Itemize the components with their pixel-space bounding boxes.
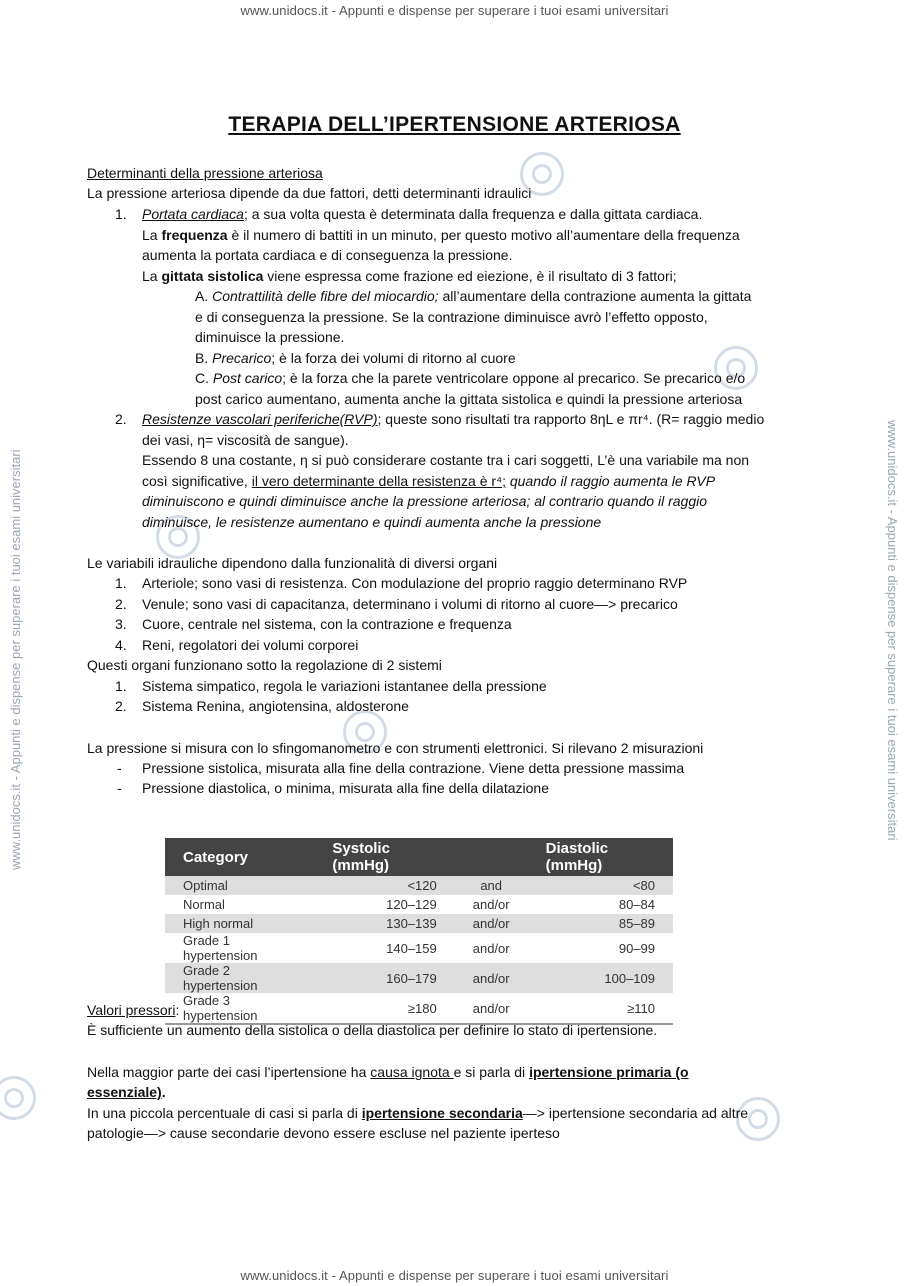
paragraph-valori: È sufficiente un aumento della sistolica o della diastolica per definire lo stato di ipertensione. <box>87 1022 658 1038</box>
list-item-rvp-cont2: Essendo 8 una costante, η si può considerare costante tra i cari soggetti, L’è una variabile ma non <box>142 452 750 468</box>
term-rvp: Resistenze vascolari periferiche(RVP) <box>142 411 378 427</box>
term-ipertensione-secondaria: ipertensione secondaria <box>361 1105 523 1121</box>
bullet-mark: - <box>117 760 122 776</box>
term-gittata: gittata sistolica <box>161 268 264 284</box>
cell-connector: and/or <box>455 963 528 993</box>
list-number: 1. <box>115 206 127 222</box>
text: ; a sua volta questa è determinata dalla frequenza e dalla gittata cardiaca. <box>243 206 703 222</box>
cell-category: High normal <box>165 914 314 933</box>
table-row <box>165 933 673 963</box>
table-row <box>165 895 673 914</box>
watermark-header: www.unidocs.it - Appunti e dispense per superare i tuoi esami universitari <box>240 3 669 18</box>
column-header-category: Category <box>165 838 314 876</box>
list-number: 1. <box>115 575 127 591</box>
term-precarico: Precarico <box>212 350 272 366</box>
paragraph-primaria <box>87 1063 689 1081</box>
cell-diastolic: 85–89 <box>528 914 673 933</box>
paragraph-intro: La pressione arteriosa dipende da due fattori, detti determinanti idraulici <box>87 185 532 201</box>
page-title: TERAPIA DELL’IPERTENSIONE ARTERIOSA <box>228 113 681 136</box>
cell-category: Grade 2 hypertension <box>165 963 314 993</box>
text: In una piccola percentuale di casi si parla di <box>87 1105 362 1121</box>
cell-connector: and/or <box>455 993 528 1024</box>
column-header-connector <box>455 838 528 876</box>
key-statement: il vero determinante della resistenza è r⁴; <box>251 473 506 489</box>
cell-diastolic: ≥110 <box>528 993 673 1024</box>
term-postcarico: Post carico <box>212 370 283 386</box>
list-number: 1. <box>115 678 127 694</box>
list-item: Arteriole; sono vasi di resistenza. Con modulazione del proprio raggio determinano RVP <box>142 575 688 591</box>
cell-category: Normal <box>165 895 314 914</box>
list-item-b <box>195 349 516 367</box>
list-item: Reni, regolatori dei volumi corporei <box>142 637 359 653</box>
list-item: Sistema simpatico, regola le variazioni istantanee della pressione <box>142 678 547 694</box>
list-item-c-cont: post carico aumentano, aumenta anche la gittata sistolica e quindi la pressione arteriosa <box>195 391 743 407</box>
cell-diastolic: 100–109 <box>528 963 673 993</box>
section-heading-determinanti: Determinanti della pressione arteriosa <box>87 165 323 181</box>
text: Nella maggior parte dei casi l’ipertensione ha <box>87 1064 371 1080</box>
text: così significative, <box>142 473 252 489</box>
cell-systolic: 160–179 <box>314 963 454 993</box>
text: La <box>142 227 162 243</box>
cell-diastolic: 90–99 <box>528 933 673 963</box>
term-causa-ignota: causa ignota <box>370 1064 454 1080</box>
heading-colon: : <box>175 1002 180 1018</box>
list-item-a-cont: e di conseguenza la pressione. Se la contrazione diminuisce avrò l’effetto opposto, <box>195 309 708 325</box>
text: all’aumentare della contrazione aumenta la gittata <box>438 288 752 304</box>
cell-connector: and/or <box>455 895 528 914</box>
text: e si parla di <box>453 1064 530 1080</box>
text: La <box>142 268 162 284</box>
list-item-a <box>195 287 751 305</box>
term-essenziale: essenziale) <box>87 1084 162 1100</box>
list-item: Sistema Renina, angiotensina, aldosterone <box>142 698 409 714</box>
text: è il numero di battiti in un minuto, per questo motivo all’aumentare della frequenza <box>227 227 740 243</box>
text: . <box>161 1084 166 1100</box>
paragraph-secondaria <box>87 1104 748 1122</box>
cell-diastolic: 80–84 <box>528 895 673 914</box>
list-item-rvp-cont3 <box>142 472 715 490</box>
paragraph-primaria-cont <box>87 1083 166 1101</box>
column-header-diastolic: Diastolic (mmHg) <box>528 838 673 876</box>
list-item-rvp-cont5: diminuisce, le resistenze aumentano e quindi aumenta anche la pressione <box>142 514 602 530</box>
list-item-rvp <box>142 410 764 428</box>
paragraph-gittata <box>142 267 677 285</box>
list-number: 2. <box>115 698 127 714</box>
list-number: 2. <box>115 596 127 612</box>
label: A. <box>195 288 213 304</box>
paragraph-misurazione: La pressione si misura con lo sfingomanometro e con strumenti elettronici. Si rilevano 2 misurazioni <box>87 740 704 756</box>
cell-systolic: ≥180 <box>314 993 454 1024</box>
paragraph-sistemi: Questi organi funzionano sotto la regolazione di 2 sistemi <box>87 657 442 673</box>
text: quando il raggio aumenta le RVP <box>505 473 716 489</box>
table-row <box>165 914 673 933</box>
bullet-item: Pressione diastolica, o minima, misurata alla fine della dilatazione <box>142 780 549 796</box>
table-header-row <box>165 838 673 876</box>
text: ; queste sono risultati tra rapporto 8ηL e πr⁴. (R= raggio medio <box>377 411 765 427</box>
list-item-rvp-cont4: diminuiscono e quindi diminuisce anche la pressione arteriosa; al contrario quando il raggio <box>142 493 707 509</box>
cell-systolic: 140–159 <box>314 933 454 963</box>
text: ; è la forza dei volumi di ritorno al cuore <box>271 350 516 366</box>
term-portata: Portata cardiaca <box>142 206 244 222</box>
table-row <box>165 993 673 1024</box>
list-item-rvp-cont: dei vasi, η= viscosità de sangue). <box>142 432 349 448</box>
label: B. <box>195 350 213 366</box>
term-frequenza: frequenza <box>161 227 228 243</box>
cell-systolic: 120–129 <box>314 895 454 914</box>
list-number: 3. <box>115 616 127 632</box>
watermark-side-right: www.unidocs.it - Appunti e dispense per superare i tuoi esami universitari <box>885 420 900 841</box>
cell-category: Grade 1 hypertension <box>165 933 314 963</box>
bullet-mark: - <box>117 780 122 796</box>
cell-connector: and/or <box>455 914 528 933</box>
section-heading-valori <box>87 1001 179 1019</box>
paragraph-frequenza <box>142 226 740 244</box>
paragraph-variabili: Le variabili idrauliche dipendono dalla funzionalità di diversi organi <box>87 555 498 571</box>
cell-category: Grade 3 hypertension <box>165 993 314 1024</box>
term-ipertensione-primaria: ipertensione primaria (o <box>529 1064 689 1080</box>
cell-connector: and/or <box>455 933 528 963</box>
list-number: 2. <box>115 411 127 427</box>
cell-diastolic: <80 <box>528 876 673 895</box>
text: viene espressa come frazione ed eiezione, è il risultato di 3 fattori; <box>263 268 677 284</box>
text: —> ipertensione secondaria ad altre <box>522 1105 749 1121</box>
heading-text: Valori pressori <box>87 1002 176 1018</box>
list-item: Venule; sono vasi di capacitanza, determinano i volumi di ritorno al cuore—> precarico <box>142 596 678 612</box>
blood-pressure-table <box>165 838 673 1025</box>
list-item: Cuore, centrale nel sistema, con la contrazione e frequenza <box>142 616 512 632</box>
label: C. <box>195 370 213 386</box>
text: ; è la forza che la parete ventricolare oppone al precarico. Se precarico e/o <box>282 370 746 386</box>
paragraph-secondaria-cont: patologie—> cause secondarie devono essere escluse nel paziente iperteso <box>87 1125 560 1141</box>
term-contrattilita: Contrattilità delle fibre del miocardio; <box>212 288 439 304</box>
watermark-footer: www.unidocs.it - Appunti e dispense per superare i tuoi esami universitari <box>240 1268 669 1283</box>
list-number: 4. <box>115 637 127 653</box>
cell-systolic: <120 <box>314 876 454 895</box>
column-header-systolic: Systolic (mmHg) <box>314 838 454 876</box>
table-row <box>165 963 673 993</box>
bullet-item: Pressione sistolica, misurata alla fine della contrazione. Viene detta pressione massima <box>142 760 685 776</box>
table-row <box>165 876 673 895</box>
unidocs-logo-icon <box>0 1076 36 1120</box>
cell-systolic: 130–139 <box>314 914 454 933</box>
watermark-side-left: www.unidocs.it - Appunti e dispense per superare i tuoi esami universitari <box>8 449 23 870</box>
cell-category: Optimal <box>165 876 314 895</box>
list-item-a-cont2: diminuisce la pressione. <box>195 329 345 345</box>
list-item-c <box>195 369 745 387</box>
paragraph-frequenza-cont: aumenta la portata cardiaca e di conseguenza la pressione. <box>142 247 513 263</box>
cell-connector: and <box>455 876 528 895</box>
list-item-portata <box>142 205 702 223</box>
